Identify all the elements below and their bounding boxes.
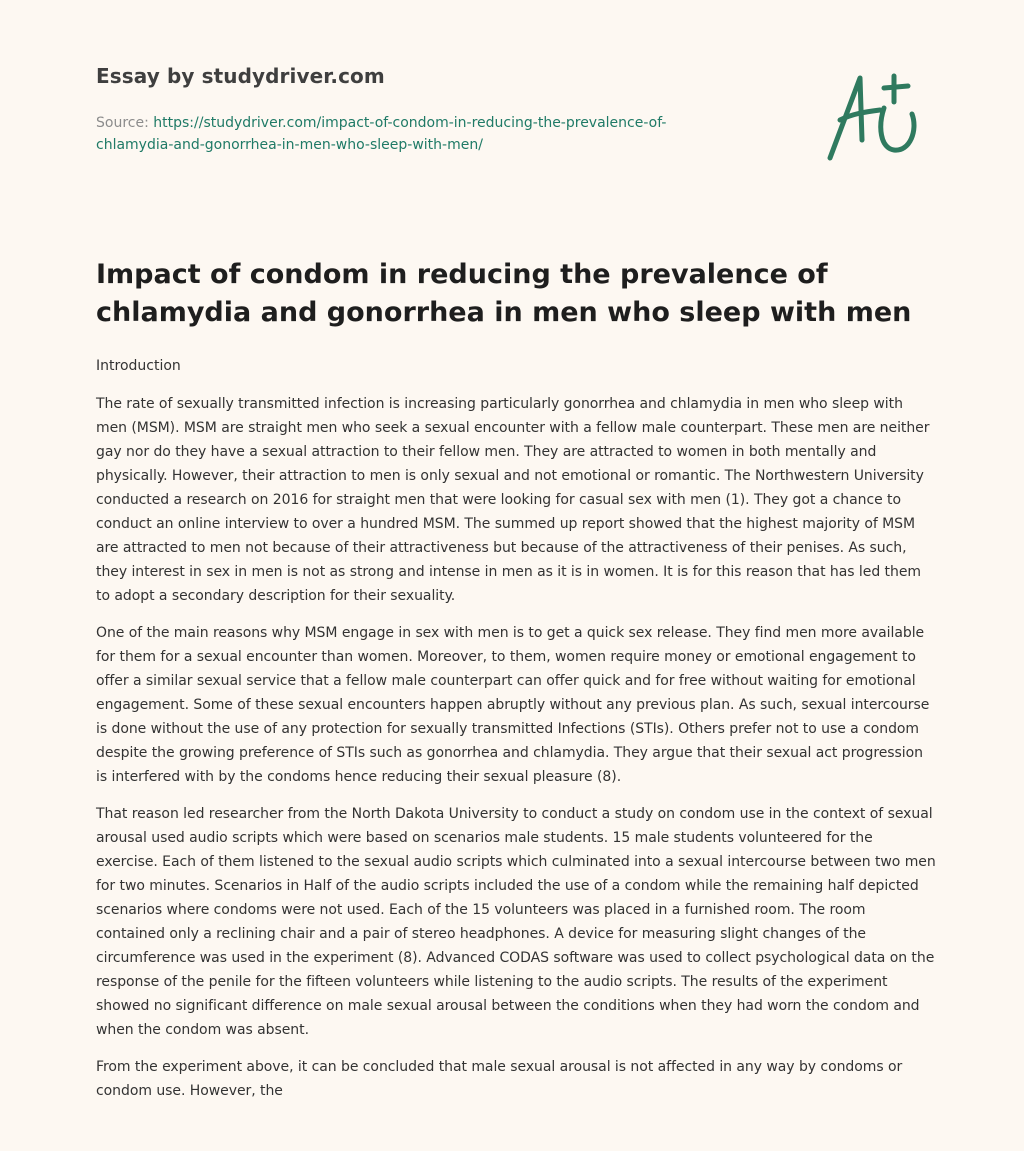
source-link[interactable]: https://studydriver.com/impact-of-condom-in-reducing-the-prevalence-of-chlamydia-and-gonorrhea-in-men-who-sleep-with-men/ [96, 115, 667, 153]
paragraph: That reason led researcher from the North Dakota University to conduct a study on condom use in the context of sexual arousal used audio scripts which were based on scenarios male students. 15 male students volunteered for the exercise. Each of them listened to the sexual audio scripts which culminated into a sexual intercourse between two men for two minutes. Scenarios in Half of the audio scripts included the use of a condom while the remaining half depicted scenarios where condoms were not used. Each of the 15 volunteers was placed in a furnished room. The room contained only a reclining chair and a pair of stereo headphones. A device for measuring slight changes of the circumference was used in the experiment (8). Advanced CODAS software was used to collect psychological data on the response of the penile for the fifteen volunteers while listening to the audio scripts. The results of the experiment showed no significant difference on male sexual arousal between the conditions when they had worn the condom and when the condom was absent. [96, 806, 936, 1038]
site-brand: Essay by studydriver.com [96, 64, 385, 88]
essay-body [96, 392, 936, 1116]
section-heading: Introduction [96, 358, 181, 374]
essay-title: Impact of condom in reducing the prevalence of chlamydia and gonorrhea in men who sleep with men [96, 259, 912, 328]
paragraph: The rate of sexually transmitted infection is increasing particularly gonorrhea and chlamydia in men who sleep with men (MSM). MSM are straight men who seek a sexual encounter with a fellow male counterpart. These men are neither gay nor do they have a sexual attraction to their fellow men. They are attracted to women in both mentally and physically. However, their attraction to men is only sexual and not emotional or romantic. The Northwestern University conducted a research on 2016 for straight men that were looking for casual sex with men (1). They got a chance to conduct an online interview to over a hundred MSM. The summed up report showed that the highest majority of MSM are attracted to men not because of their attractiveness but because of the attractiveness of their penises. As such, they interest in sex in men is not as strong and intense in men as it is in women. It is for this reason that has led them to adopt a secondary description for their sexuality. [96, 396, 930, 604]
paragraph: One of the main reasons why MSM engage in sex with men is to get a quick sex release. They find men more available for them for a sexual encounter than women. Moreover, to them, women require money or emotional engagement to offer a similar sexual service that a fellow male counterpart can offer quick and for free without waiting for emotional engagement. Some of these sexual encounters happen abruptly without any previous plan. As such, sexual intercourse is done without the use of any protection for sexually transmitted Infections (STIs). Others prefer not to use a condom despite the growing preference of STIs such as gonorrhea and chlamydia. They argue that their sexual act progression is interfered with by the condoms hence reducing their sexual pleasure (8). [96, 625, 930, 785]
a-plus-grade-icon [822, 68, 928, 164]
paragraph: From the experiment above, it can be concluded that male sexual arousal is not affected in any way by condoms or condom use. However, the [96, 1059, 903, 1099]
source-line [96, 112, 736, 156]
source-label: Source: [96, 115, 149, 131]
